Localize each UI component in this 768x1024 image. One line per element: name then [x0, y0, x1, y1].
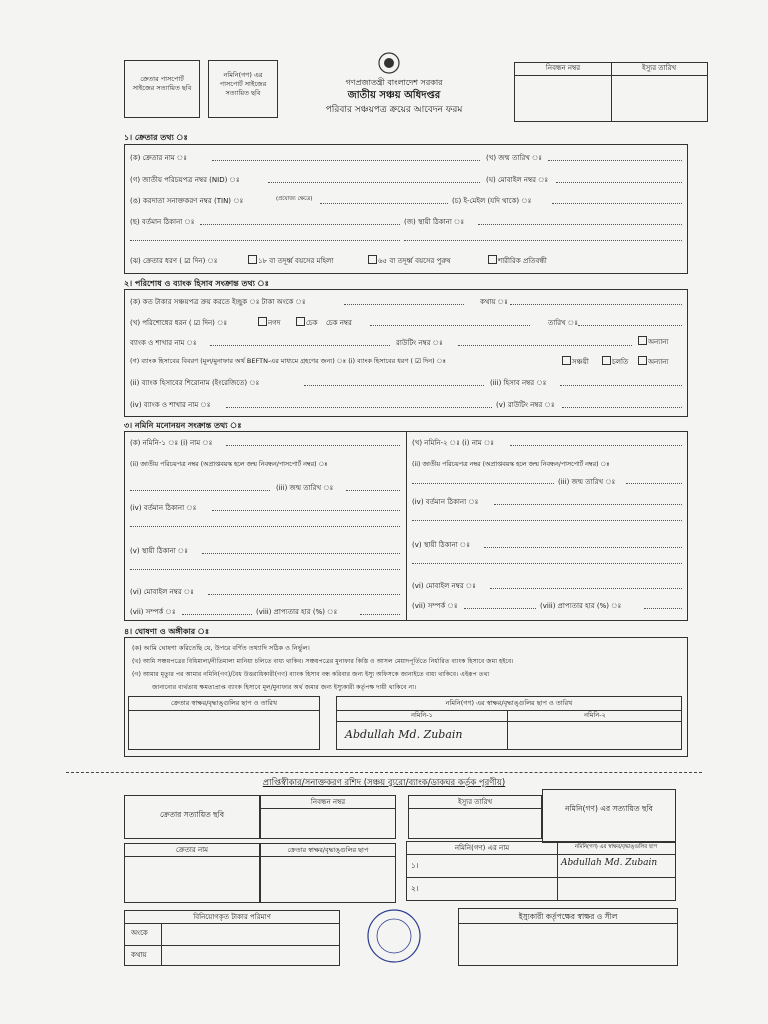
nominee2-dob-label: (iii) জন্ম তারিখ ঃ — [558, 478, 616, 486]
receipt-buyer-name-label: ক্রেতার নাম — [175, 846, 209, 854]
checkbox-savings[interactable] — [562, 356, 571, 365]
declaration-3a: (গ) আমার মৃত্যুর পর আমার নমিনি(গণ)/বৈধ উত্তরাধিকারী(গণ) ব্যাংক হিসাব বন্ধ করিবার জন্য ইস্যু অফিসকে জানাইতে বাধ্য থাকিবে। এইরূপ তথ্য — [132, 671, 490, 678]
gov-title: গণপ্রজাতন্ত্রী বাংলাদেশ সরকার — [345, 78, 443, 87]
checkbox-cheque[interactable] — [296, 317, 305, 326]
section2-box — [124, 289, 688, 417]
receipt-row2: ২। — [411, 884, 419, 893]
checkbox-cash[interactable] — [258, 317, 267, 326]
receipt-buyer-photo — [124, 795, 260, 839]
opt-current: চলতি — [612, 358, 629, 366]
nominee2-relation-label: (vii) সম্পর্ক ঃ — [412, 602, 458, 610]
buyer-name-label: (ক) ক্রেতার নাম ঃ — [130, 154, 187, 162]
nominee-signature-label: নমিনি(গণ) এর স্বাক্ষর/বৃদ্ধাঙ্গুলির ছাপ ও তারিখ — [445, 699, 573, 707]
government-logo-icon — [378, 52, 400, 74]
tin-note: (প্রযোজ্য ক্ষেত্রে) — [276, 196, 313, 202]
bank-name2-label: (iv) ব্যাংক ও শাখার নাম ঃ — [130, 401, 211, 409]
issuer-signature-box — [458, 908, 678, 966]
in-figures-label: অংকে — [131, 929, 148, 937]
receipt-nominee-table — [406, 841, 676, 901]
account-title-label: (ii) ব্যাংক হিসাবের শিরোনাম (ইংরেজিতে) ঃ — [130, 379, 260, 387]
dob-label: (খ) জন্ম তারিখ ঃ — [486, 154, 543, 162]
receipt-reg-no — [260, 795, 396, 839]
routing-label: রাউটিং নম্বর ঃ — [396, 339, 443, 347]
opt-cash: নগদ — [268, 319, 281, 327]
reg-no-header: নিবন্ধন নম্বর — [545, 64, 581, 72]
email-label: (চ) ই-মেইল (যদি থাকে) ঃ — [452, 197, 532, 205]
nominee1-nid-label: (ii) জাতীয় পরিচয়পত্র নম্বর (অপ্রাপ্তবয়স্ক হলে জন্ম নিবন্ধন/পাসপোর্ট নম্বর) ঃ — [130, 461, 328, 468]
buyer-photo-label: ক্রেতার পাসপোর্ট সাইজের সত্যায়িত ছবি — [132, 75, 192, 92]
nominee-photo-label: নমিনি(গণ) এর পাসপোর্ট সাইজের সত্যায়িত ছবি — [219, 71, 267, 97]
nominee-signature-box — [336, 696, 682, 750]
cut-line — [66, 772, 702, 773]
opt-other2: অন্যান্য — [648, 358, 669, 366]
buyer-signature-box — [128, 696, 320, 750]
nominee2-col: নমিনি-২ — [584, 711, 606, 719]
nominee1-dob-label: (iii) জন্ম তারিখ ঃ — [276, 484, 334, 492]
official-seal-icon — [366, 908, 422, 964]
payment-type-label: (খ) পরিশোধের ধরন ( ☑ দিন) ঃ — [130, 319, 228, 327]
nominee1-col: নমিনি-১ — [411, 711, 433, 719]
declaration-1: (ক) আমি ঘোষণা করিতেছি যে, উপরে বর্ণিত তথ্যাদি সঠিক ও নির্ভুল। — [132, 644, 310, 652]
section2-title: ২। পরিশোধ ও ব্যাংক হিসাব সংক্রান্ত তথ্য ঃ — [124, 279, 269, 288]
issue-date-header: ইস্যুর তারিখ — [641, 64, 677, 72]
receipt-row1: ১। — [411, 861, 419, 870]
opt-cheque: চেক — [306, 319, 318, 327]
amount-words-label: কথায় ঃ — [480, 298, 508, 306]
receipt-nominee-photo-label: নমিনি(গণ) এর সত্যায়িত ছবি — [565, 804, 653, 813]
nominee1-relation-label: (vii) সম্পর্ক ঃ — [130, 608, 176, 616]
receipt-nominee-photo — [542, 789, 676, 843]
registration-box — [514, 62, 708, 122]
bank-account-details-label: (গ) ব্যাংক হিসাবের বিবরণ (মূল/মুনাফার অর্থ BEFTN-এর মাধ্যমে গ্রহণের জন্য) ঃ (i) ব্যাংক হিসাবের ধরণ ( ☑ দিন) ঃ — [130, 357, 447, 365]
amount-label: (ক) কত টাকার সঞ্চয়পত্র ক্রয় করতে ইচ্ছুক ঃ টাকা অংকে ঃ — [130, 298, 306, 306]
receipt-buyer-photo-label: ক্রেতার সত্যায়িত ছবি — [160, 810, 224, 819]
issuer-signature-label: ইস্যুকারী কর্তৃপক্ষের স্বাক্ষর ও সীল — [518, 912, 618, 921]
opt-disabled: শারীরিক প্রতিবন্ধী — [498, 257, 547, 265]
checkbox-woman[interactable] — [248, 255, 257, 264]
receipt-nominee-sig-label: নমিনি(গণ) এর স্বাক্ষর/বৃদ্ধাঙ্গুলির ছাপ — [574, 844, 658, 850]
dept-title: জাতীয় সঞ্চয় অধিদপ্তর — [347, 90, 441, 101]
checkbox-other[interactable] — [638, 336, 647, 345]
nominee2-permanent-label: (v) স্থায়ী ঠিকানা ঃ — [412, 541, 470, 549]
form-title: পরিবার সঞ্চয়পত্র ক্রয়ের আবেদন ফরম — [325, 105, 463, 115]
checkbox-current[interactable] — [602, 356, 611, 365]
mobile-label: (ঘ) মোবাইল নম্বর ঃ — [486, 176, 549, 184]
declaration-3b: জানানোর ব্যর্থতায় ক্ষমতাপ্রাপ্ত ব্যাংক হিসাবে মূল/মুনাফার অর্থ জমার জন্য ইস্যুকারী কর্তৃপক্ষ দায়ী থাকিবে না। — [152, 684, 417, 691]
bank-branch-label: ব্যাংক ও শাখার নাম ঃ — [130, 339, 197, 347]
nominee1-signature: Abdullah Md. Zubain — [345, 728, 463, 741]
routing2-label: (v) রাউটিং নম্বর ঃ — [496, 401, 555, 409]
receipt-issue-date-label: ইস্যুর তারিখ — [457, 798, 493, 806]
present-address-label: (ছ) বর্তমান ঠিকানা ঃ — [130, 218, 195, 226]
nominee2-present-label: (iv) বর্তমান ঠিকানা ঃ — [412, 498, 479, 506]
nominee2-nid-label: (ii) জাতীয় পরিচয়পত্র নম্বর (অপ্রাপ্তবয়স্ক হলে জন্ম নিবন্ধন/পাসপোর্ট নম্বর) ঃ — [412, 461, 610, 468]
buyer-type-label: (ঝ) ক্রেতার ধরণ ( ☑ দিন) ঃ — [130, 257, 218, 265]
receipt-buyer-sig — [260, 843, 396, 903]
cheque-date-label: তারিখ ঃ — [548, 319, 578, 327]
nid-label: (গ) জাতীয় পরিচয়পত্র নম্বর (NID) ঃ — [130, 176, 240, 184]
nominee1-mobile-label: (vi) মোবাইল নম্বর ঃ — [130, 588, 194, 596]
section4-title: ৪। ঘোষণা ও অঙ্গীকার ঃ — [124, 627, 210, 636]
nominee2-name-label: (খ) নমিনি-২ ঃ (i) নাম ঃ — [412, 439, 495, 447]
account-no-label: (iii) হিসাব নম্বর ঃ — [490, 379, 547, 387]
opt-man: ৬৫ বা তদূর্ধ্ব বয়সের পুরুষ — [378, 257, 451, 265]
section3-title: ৩। নমিনি মনোনয়ন সংক্রান্ত তথ্য ঃ — [124, 421, 242, 430]
section1-title: ১। ক্রেতার তথ্য ঃ — [124, 133, 188, 142]
checkbox-other2[interactable] — [638, 356, 647, 365]
nominee1-share-label: (viii) প্রাপ্যতার হার (%) ঃ — [256, 608, 338, 616]
investment-amount-label: বিনিয়োগকৃত টাকার পরিমাণ — [193, 913, 271, 921]
nominee1-name-label: (ক) নমিনি-১ ঃ (i) নাম ঃ — [130, 439, 213, 447]
receipt-buyer-sig-label: ক্রেতার স্বাক্ষর/বৃদ্ধাঙ্গুলির ছাপ — [287, 846, 369, 854]
permanent-address-label: (জ) স্থায়ী ঠিকানা ঃ — [404, 218, 465, 226]
buyer-signature-label: ক্রেতার স্বাক্ষর/বৃদ্ধাঙ্গুলির ছাপ ও তারিখ — [170, 699, 278, 707]
receipt-reg-no-label: নিবন্ধন নম্বর — [310, 798, 346, 806]
tin-label: (ঙ) করদাতা সনাক্তকরণ নম্বর (TIN) ঃ — [130, 197, 244, 205]
checkbox-disabled[interactable] — [488, 255, 497, 264]
receipt-issue-date — [408, 795, 542, 839]
receipt-title: প্রাপ্তিস্বীকার/সনাক্তকরণ রশিদ (সঞ্চয় ব্যুরো/ব্যাংক/ডাকঘর কর্তৃক পূরণীয়) — [262, 778, 506, 788]
in-words-label: কথায় — [131, 951, 147, 959]
cheque-no-label: চেক নম্বর — [326, 319, 352, 327]
receipt-nominee-name-label: নমিনি(গণ) এর নাম — [454, 844, 510, 852]
checkbox-man[interactable] — [368, 255, 377, 264]
receipt-buyer-name — [124, 843, 260, 903]
opt-other: অন্যান্য — [648, 338, 669, 346]
opt-savings: সঞ্চয়ী — [572, 358, 589, 366]
nominee2-share-label: (viii) প্রাপ্যতার হার (%) ঃ — [540, 602, 622, 610]
investment-amount-box — [124, 910, 340, 966]
nominee2-mobile-label: (vi) মোবাইল নম্বর ঃ — [412, 582, 476, 590]
receipt-nominee1-signature: Abdullah Md. Zubain — [561, 858, 658, 868]
opt-woman: ১৮ বা তদূর্ধ্ব বয়সের মহিলা — [258, 257, 334, 265]
nominee1-present-label: (iv) বর্তমান ঠিকানা ঃ — [130, 504, 197, 512]
nominee1-permanent-label: (v) স্থায়ী ঠিকানা ঃ — [130, 547, 188, 555]
declaration-2: (খ) আমি সঞ্চয়পত্রের বিধিমালা/নীতিমালা মানিয়া চলিতে বাধ্য থাকিব। সঞ্চয়পত্রের মুনাফার কিস্তি ও আসল মেয়াদপূর্তিতে নির্ধারিত ব্যাংক হিসাবে জমা হইবে। — [132, 658, 514, 665]
